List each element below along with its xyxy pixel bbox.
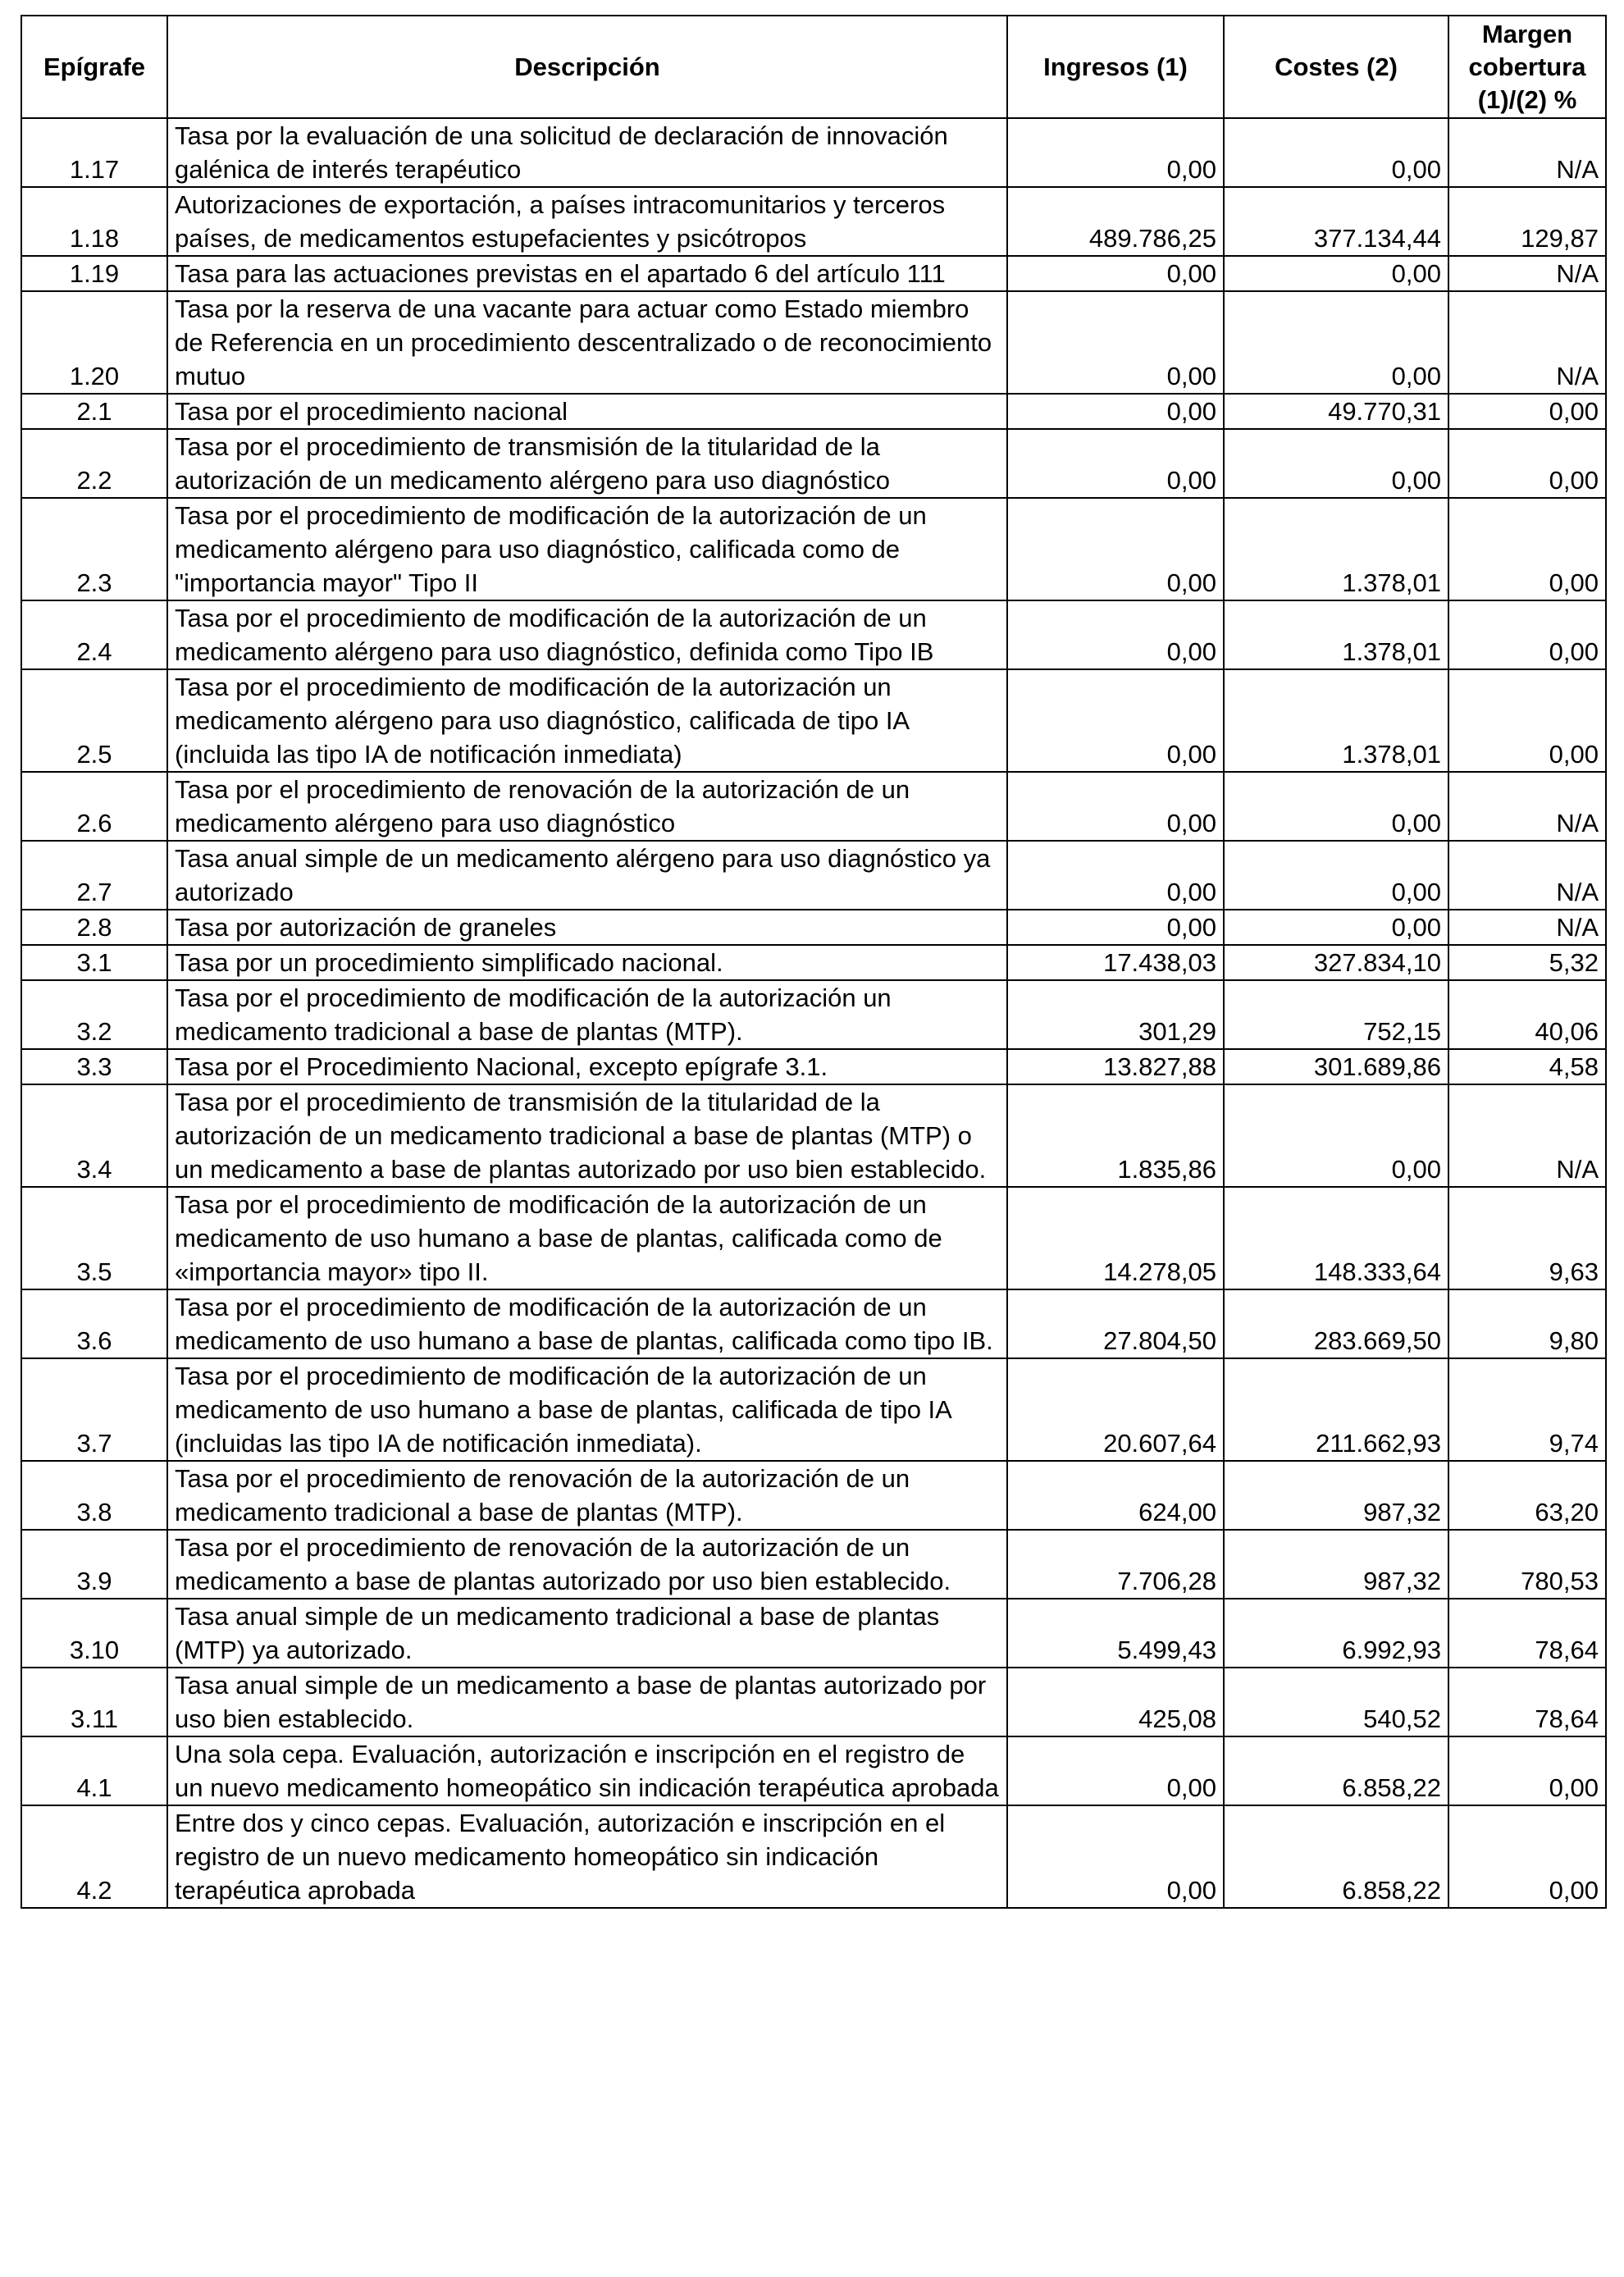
margen-cell: 9,74 bbox=[1448, 1358, 1606, 1461]
margen-cell: 40,06 bbox=[1448, 980, 1606, 1049]
costes-cell: 377.134,44 bbox=[1224, 187, 1448, 256]
ingresos-cell: 0,00 bbox=[1007, 1805, 1224, 1908]
margen-cell: 78,64 bbox=[1448, 1668, 1606, 1736]
epigrafe-cell: 2.7 bbox=[21, 841, 167, 910]
table-row bbox=[21, 394, 1606, 429]
epigrafe-cell: 2.3 bbox=[21, 498, 167, 600]
table-row bbox=[21, 1187, 1606, 1289]
ingresos-cell: 0,00 bbox=[1007, 291, 1224, 394]
margen-cell: 9,80 bbox=[1448, 1289, 1606, 1358]
descripcion-cell: Autorizaciones de exportación, a países intracomunitarios y terceros países, de medicamentos estupefacientes y psicótropos bbox=[167, 187, 1007, 256]
epigrafe-cell: 2.1 bbox=[21, 394, 167, 429]
ingresos-cell: 0,00 bbox=[1007, 841, 1224, 910]
descripcion-cell: Tasa por la reserva de una vacante para actuar como Estado miembro de Referencia en un procedimiento descentralizado o de reconocimiento mutuo bbox=[167, 291, 1007, 394]
header-ingresos: Ingresos (1) bbox=[1007, 16, 1224, 118]
costes-cell: 0,00 bbox=[1224, 1084, 1448, 1187]
margen-cell: 0,00 bbox=[1448, 394, 1606, 429]
margen-cell: 9,63 bbox=[1448, 1187, 1606, 1289]
descripcion-cell: Tasa por autorización de graneles bbox=[167, 910, 1007, 945]
ingresos-cell: 27.804,50 bbox=[1007, 1289, 1224, 1358]
table-row bbox=[21, 600, 1606, 669]
ingresos-cell: 1.835,86 bbox=[1007, 1084, 1224, 1187]
epigrafe-cell: 2.4 bbox=[21, 600, 167, 669]
epigrafe-cell: 4.2 bbox=[21, 1805, 167, 1908]
descripcion-cell: Tasa por el procedimiento de modificación de la autorización de un medicamento de uso humano a base de plantas, calificada como de «importancia mayor» tipo II. bbox=[167, 1187, 1007, 1289]
table-row bbox=[21, 1289, 1606, 1358]
ingresos-cell: 0,00 bbox=[1007, 394, 1224, 429]
margen-cell: N/A bbox=[1448, 291, 1606, 394]
margen-cell: 0,00 bbox=[1448, 669, 1606, 772]
costes-cell: 987,32 bbox=[1224, 1530, 1448, 1599]
margen-cell: N/A bbox=[1448, 772, 1606, 841]
margen-cell: N/A bbox=[1448, 256, 1606, 291]
epigrafe-cell: 3.5 bbox=[21, 1187, 167, 1289]
epigrafe-cell: 3.6 bbox=[21, 1289, 167, 1358]
descripcion-cell: Tasa por el procedimiento de modificación de la autorización de un medicamento alérgeno para uso diagnóstico, definida como Tipo IB bbox=[167, 600, 1007, 669]
costes-cell: 0,00 bbox=[1224, 772, 1448, 841]
ingresos-cell: 301,29 bbox=[1007, 980, 1224, 1049]
epigrafe-cell: 3.4 bbox=[21, 1084, 167, 1187]
epigrafe-cell: 1.19 bbox=[21, 256, 167, 291]
descripcion-cell: Tasa por el procedimiento de renovación de la autorización de un medicamento a base de plantas autorizado por uso bien establecido. bbox=[167, 1530, 1007, 1599]
ingresos-cell: 0,00 bbox=[1007, 429, 1224, 498]
ingresos-cell: 489.786,25 bbox=[1007, 187, 1224, 256]
table-row bbox=[21, 1736, 1606, 1805]
table-row bbox=[21, 1461, 1606, 1530]
descripcion-cell: Tasa por el procedimiento de modificación de la autorización de un medicamento de uso humano a base de plantas, calificada de tipo IA (incluidas las tipo IA de notificación inmediata). bbox=[167, 1358, 1007, 1461]
table-row bbox=[21, 910, 1606, 945]
epigrafe-cell: 1.20 bbox=[21, 291, 167, 394]
epigrafe-cell: 3.8 bbox=[21, 1461, 167, 1530]
descripcion-cell: Tasa por el procedimiento de transmisión de la titularidad de la autorización de un medicamento alérgeno para uso diagnóstico bbox=[167, 429, 1007, 498]
descripcion-cell: Tasa por el procedimiento de transmisión de la titularidad de la autorización de un medicamento tradicional a base de plantas (MTP) o un medicamento a base de plantas autorizado por uso bien establecido. bbox=[167, 1084, 1007, 1187]
header-descripcion: Descripción bbox=[167, 16, 1007, 118]
costes-cell: 1.378,01 bbox=[1224, 600, 1448, 669]
table-row bbox=[21, 1668, 1606, 1736]
ingresos-cell: 0,00 bbox=[1007, 669, 1224, 772]
table-row bbox=[21, 1530, 1606, 1599]
costes-cell: 0,00 bbox=[1224, 118, 1448, 187]
table-row bbox=[21, 1599, 1606, 1668]
header-margen: Margen cobertura (1)/(2) % bbox=[1448, 16, 1606, 118]
costes-cell: 6.858,22 bbox=[1224, 1805, 1448, 1908]
costes-cell: 6.858,22 bbox=[1224, 1736, 1448, 1805]
epigrafe-cell: 3.1 bbox=[21, 945, 167, 980]
margen-cell: 0,00 bbox=[1448, 498, 1606, 600]
ingresos-cell: 14.278,05 bbox=[1007, 1187, 1224, 1289]
table-row bbox=[21, 1358, 1606, 1461]
margen-cell: N/A bbox=[1448, 910, 1606, 945]
table-row bbox=[21, 187, 1606, 256]
ingresos-cell: 20.607,64 bbox=[1007, 1358, 1224, 1461]
descripcion-cell: Tasa por el procedimiento de renovación de la autorización de un medicamento alérgeno para uso diagnóstico bbox=[167, 772, 1007, 841]
ingresos-cell: 17.438,03 bbox=[1007, 945, 1224, 980]
margen-cell: 129,87 bbox=[1448, 187, 1606, 256]
epigrafe-cell: 1.18 bbox=[21, 187, 167, 256]
table-row bbox=[21, 841, 1606, 910]
table-row bbox=[21, 1805, 1606, 1908]
costes-cell: 301.689,86 bbox=[1224, 1049, 1448, 1084]
table-row bbox=[21, 291, 1606, 394]
epigrafe-cell: 4.1 bbox=[21, 1736, 167, 1805]
margen-cell: 4,58 bbox=[1448, 1049, 1606, 1084]
margen-cell: 5,32 bbox=[1448, 945, 1606, 980]
descripcion-cell: Tasa por el procedimiento de modificación de la autorización un medicamento alérgeno para uso diagnóstico, calificada de tipo IA (incluida las tipo IA de notificación inmediata) bbox=[167, 669, 1007, 772]
descripcion-cell: Tasa por el Procedimiento Nacional, excepto epígrafe 3.1. bbox=[167, 1049, 1007, 1084]
ingresos-cell: 0,00 bbox=[1007, 1736, 1224, 1805]
table-row bbox=[21, 945, 1606, 980]
epigrafe-cell: 3.11 bbox=[21, 1668, 167, 1736]
fee-table bbox=[21, 15, 1607, 1909]
descripcion-cell: Tasa por el procedimiento de modificación de la autorización de un medicamento alérgeno para uso diagnóstico, calificada como de "importancia mayor" Tipo II bbox=[167, 498, 1007, 600]
table-row bbox=[21, 1084, 1606, 1187]
table-row bbox=[21, 256, 1606, 291]
ingresos-cell: 0,00 bbox=[1007, 910, 1224, 945]
costes-cell: 0,00 bbox=[1224, 910, 1448, 945]
costes-cell: 0,00 bbox=[1224, 429, 1448, 498]
table-row bbox=[21, 498, 1606, 600]
epigrafe-cell: 3.3 bbox=[21, 1049, 167, 1084]
epigrafe-cell: 3.9 bbox=[21, 1530, 167, 1599]
costes-cell: 49.770,31 bbox=[1224, 394, 1448, 429]
ingresos-cell: 0,00 bbox=[1007, 498, 1224, 600]
costes-cell: 0,00 bbox=[1224, 291, 1448, 394]
table-row bbox=[21, 118, 1606, 187]
costes-cell: 327.834,10 bbox=[1224, 945, 1448, 980]
epigrafe-cell: 3.7 bbox=[21, 1358, 167, 1461]
margen-cell: N/A bbox=[1448, 1084, 1606, 1187]
table-row bbox=[21, 980, 1606, 1049]
descripcion-cell: Tasa por el procedimiento de modificación de la autorización de un medicamento de uso humano a base de plantas, calificada como tipo IB. bbox=[167, 1289, 1007, 1358]
margen-cell: 0,00 bbox=[1448, 429, 1606, 498]
header-costes: Costes (2) bbox=[1224, 16, 1448, 118]
descripcion-cell: Tasa por un procedimiento simplificado nacional. bbox=[167, 945, 1007, 980]
descripcion-cell: Tasa por la evaluación de una solicitud de declaración de innovación galénica de interés terapéutico bbox=[167, 118, 1007, 187]
epigrafe-cell: 2.5 bbox=[21, 669, 167, 772]
costes-cell: 1.378,01 bbox=[1224, 498, 1448, 600]
header-epigrafe: Epígrafe bbox=[21, 16, 167, 118]
table-row bbox=[21, 1049, 1606, 1084]
costes-cell: 0,00 bbox=[1224, 256, 1448, 291]
costes-cell: 211.662,93 bbox=[1224, 1358, 1448, 1461]
descripcion-cell: Tasa para las actuaciones previstas en el apartado 6 del artículo 111 bbox=[167, 256, 1007, 291]
ingresos-cell: 5.499,43 bbox=[1007, 1599, 1224, 1668]
descripcion-cell: Tasa por el procedimiento de renovación de la autorización de un medicamento tradicional a base de plantas (MTP). bbox=[167, 1461, 1007, 1530]
costes-cell: 6.992,93 bbox=[1224, 1599, 1448, 1668]
margen-cell: 780,53 bbox=[1448, 1530, 1606, 1599]
margen-cell: N/A bbox=[1448, 841, 1606, 910]
epigrafe-cell: 2.8 bbox=[21, 910, 167, 945]
ingresos-cell: 425,08 bbox=[1007, 1668, 1224, 1736]
ingresos-cell: 0,00 bbox=[1007, 772, 1224, 841]
costes-cell: 540,52 bbox=[1224, 1668, 1448, 1736]
table-row bbox=[21, 772, 1606, 841]
epigrafe-cell: 3.2 bbox=[21, 980, 167, 1049]
descripcion-cell: Tasa anual simple de un medicamento tradicional a base de plantas (MTP) ya autorizado. bbox=[167, 1599, 1007, 1668]
descripcion-cell: Tasa por el procedimiento de modificación de la autorización un medicamento tradicional a base de plantas (MTP). bbox=[167, 980, 1007, 1049]
descripcion-cell: Entre dos y cinco cepas. Evaluación, autorización e inscripción en el registro de un nuevo medicamento homeopático sin indicación terapéutica aprobada bbox=[167, 1805, 1007, 1908]
epigrafe-cell: 3.10 bbox=[21, 1599, 167, 1668]
costes-cell: 987,32 bbox=[1224, 1461, 1448, 1530]
costes-cell: 0,00 bbox=[1224, 841, 1448, 910]
descripcion-cell: Tasa anual simple de un medicamento alérgeno para uso diagnóstico ya autorizado bbox=[167, 841, 1007, 910]
descripcion-cell: Tasa por el procedimiento nacional bbox=[167, 394, 1007, 429]
margen-cell: N/A bbox=[1448, 118, 1606, 187]
costes-cell: 148.333,64 bbox=[1224, 1187, 1448, 1289]
epigrafe-cell: 2.2 bbox=[21, 429, 167, 498]
margen-cell: 0,00 bbox=[1448, 600, 1606, 669]
costes-cell: 283.669,50 bbox=[1224, 1289, 1448, 1358]
costes-cell: 1.378,01 bbox=[1224, 669, 1448, 772]
ingresos-cell: 624,00 bbox=[1007, 1461, 1224, 1530]
table-body bbox=[21, 118, 1606, 1908]
costes-cell: 752,15 bbox=[1224, 980, 1448, 1049]
ingresos-cell: 0,00 bbox=[1007, 118, 1224, 187]
ingresos-cell: 0,00 bbox=[1007, 600, 1224, 669]
descripcion-cell: Una sola cepa. Evaluación, autorización e inscripción en el registro de un nuevo medicamento homeopático sin indicación terapéutica aprobada bbox=[167, 1736, 1007, 1805]
ingresos-cell: 7.706,28 bbox=[1007, 1530, 1224, 1599]
descripcion-cell: Tasa anual simple de un medicamento a base de plantas autorizado por uso bien establecido. bbox=[167, 1668, 1007, 1736]
table-row bbox=[21, 429, 1606, 498]
table-row bbox=[21, 669, 1606, 772]
margen-cell: 0,00 bbox=[1448, 1805, 1606, 1908]
header-row bbox=[21, 16, 1606, 118]
margen-cell: 0,00 bbox=[1448, 1736, 1606, 1805]
margen-cell: 63,20 bbox=[1448, 1461, 1606, 1530]
ingresos-cell: 13.827,88 bbox=[1007, 1049, 1224, 1084]
epigrafe-cell: 1.17 bbox=[21, 118, 167, 187]
margen-cell: 78,64 bbox=[1448, 1599, 1606, 1668]
ingresos-cell: 0,00 bbox=[1007, 256, 1224, 291]
epigrafe-cell: 2.6 bbox=[21, 772, 167, 841]
